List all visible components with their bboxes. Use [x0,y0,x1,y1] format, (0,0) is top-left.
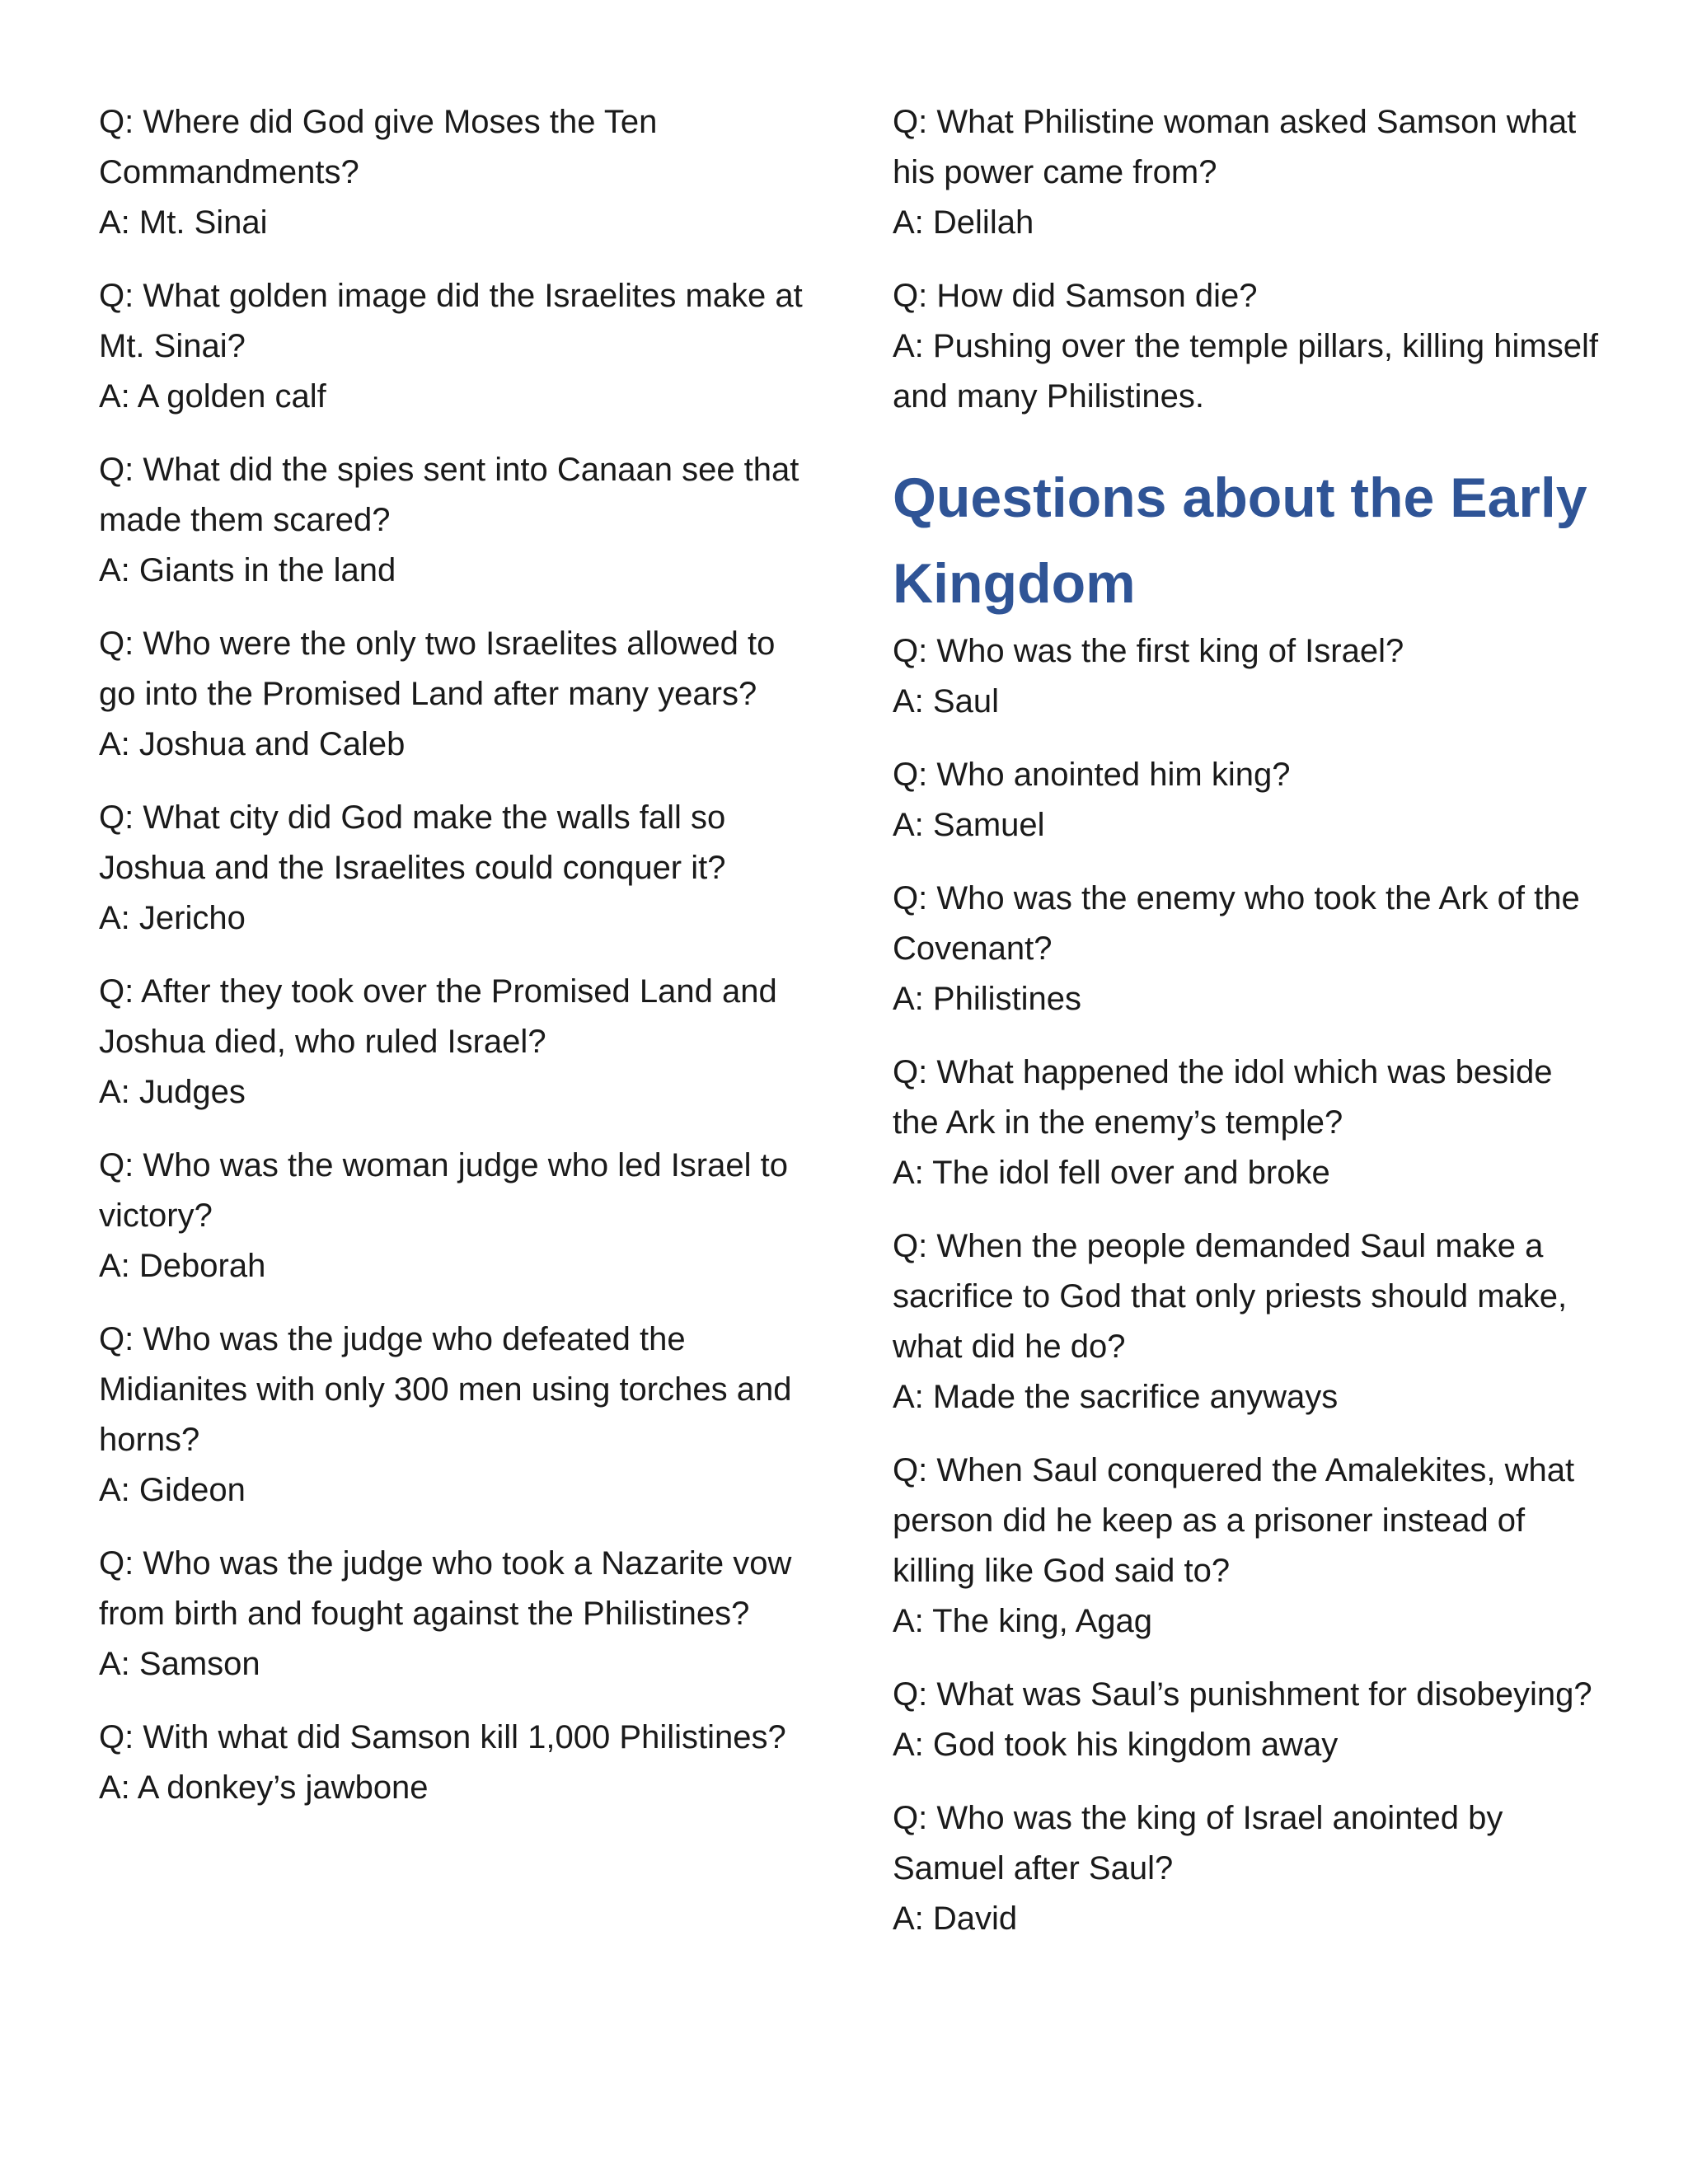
answer-text: A: A donkey’s jawbone [99,1769,429,1806]
answer-text: A: Samson [99,1646,260,1682]
qa-item [99,271,808,422]
qa-item [893,271,1601,422]
qa-item [99,619,808,770]
question-text: Q: Who was the judge who defeated the Midianites with only 300 men using torches and horns? [99,1321,792,1458]
answer-text: A: Delilah [893,204,1034,241]
question-text: Q: When Saul conquered the Amalekites, what person did he keep as a prisoner instead of killing like God said to? [893,1452,1575,1589]
question-text: Q: After they took over the Promised Land and Joshua died, who ruled Israel? [99,973,777,1060]
answer-text: A: Made the sacrifice anyways [893,1379,1339,1415]
question-text: Q: What happened the idol which was beside the Ark in the enemy’s temple? [893,1054,1553,1141]
qa-item [893,874,1601,1024]
question-text: Q: With what did Samson kill 1,000 Philistines? [99,1719,786,1755]
answer-text: A: The idol fell over and broke [893,1155,1330,1191]
question-text: Q: Who was the first king of Israel? [893,633,1404,669]
answer-text: A: Saul [893,683,999,719]
question-text: Q: What Philistine woman asked Samson what his power came from? [893,104,1577,190]
answer-text: A: Joshua and Caleb [99,726,406,762]
answer-text: A: A golden calf [99,378,326,415]
section-heading: Questions about the Early Kingdom [893,466,1587,615]
question-text: Q: Who anointed him king? [893,757,1291,793]
question-text: Q: Who was the enemy who took the Ark of the Covenant? [893,880,1580,967]
question-text: Q: Who was the woman judge who led Israel to victory? [99,1147,788,1234]
question-text: Q: What was Saul’s punishment for disobeying? [893,1676,1592,1713]
answer-text: A: Mt. Sinai [99,204,268,241]
qa-item [99,445,808,596]
answer-text: A: David [893,1900,1018,1937]
question-text: Q: Who was the king of Israel anointed by Samuel after Saul? [893,1800,1503,1886]
qa-item [893,1047,1601,1198]
qa-item [893,1446,1601,1647]
answer-text: A: Samuel [893,807,1045,843]
answer-text: A: Gideon [99,1472,246,1508]
question-text: Q: What city did God make the walls fall so Joshua and the Israelites could conquer it? [99,799,726,886]
question-text: Q: How did Samson die? [893,278,1258,314]
qa-item [99,1141,808,1291]
question-text: Q: What golden image did the Israelites make at Mt. Sinai? [99,278,803,364]
right-column [893,97,1601,1967]
question-text: Q: What did the spies sent into Canaan see that made them scared? [99,452,799,538]
answer-text: A: Deborah [99,1248,266,1284]
answer-text: A: Judges [99,1074,246,1110]
qa-item [893,1221,1601,1422]
qa-item [893,1670,1601,1770]
answer-text: A: Pushing over the temple pillars, killing himself and many Philistines. [893,328,1598,415]
answer-text: A: Philistines [893,981,1081,1017]
qa-item [99,793,808,944]
qa-item [893,97,1601,248]
qa-item [99,1713,808,1813]
qa-item [893,1793,1601,1944]
qa-item [99,1539,808,1690]
answer-text: A: Giants in the land [99,552,396,588]
question-text: Q: Who was the judge who took a Nazarite vow from birth and fought against the Philistines? [99,1545,792,1632]
question-text: Q: When the people demanded Saul make a sacrifice to God that only priests should make, what did he do? [893,1228,1568,1365]
qa-item [893,750,1601,851]
qa-item [99,97,808,248]
left-column [99,97,808,1836]
answer-text: A: God took his kingdom away [893,1727,1339,1763]
question-text: Q: Who were the only two Israelites allowed to go into the Promised Land after many years? [99,626,776,712]
qa-item [99,967,808,1118]
question-text: Q: Where did God give Moses the Ten Commandments? [99,104,658,190]
qa-item [893,626,1601,727]
qa-item [99,1315,808,1516]
answer-text: A: Jericho [99,900,246,936]
answer-text: A: The king, Agag [893,1603,1153,1639]
